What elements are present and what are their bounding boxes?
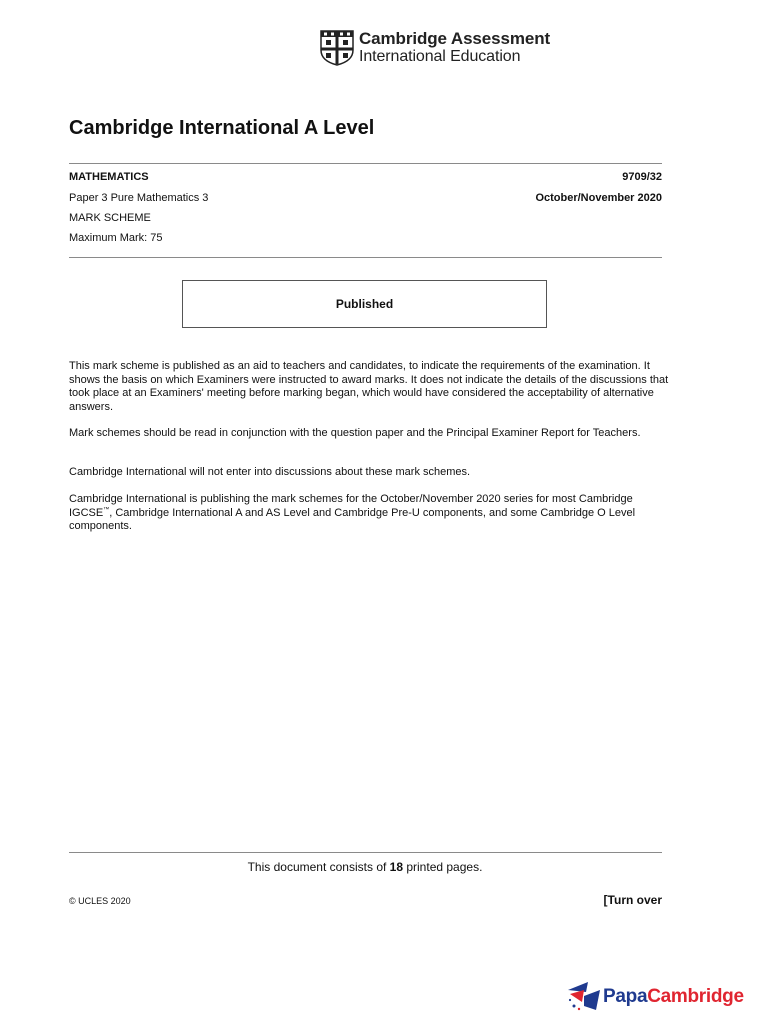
publishing-paragraph [69,493,669,534]
discussion-paragraph: Cambridge International will not enter into discussions about these mark schemes. [69,466,471,478]
subject-label: MATHEMATICS [69,171,149,183]
top-divider [69,163,662,164]
maximum-mark: Maximum Mark: 75 [69,232,163,244]
logo-line-1: Cambridge Assessment [359,29,551,48]
document-type: MARK SCHEME [69,212,151,224]
copyright-notice: © UCLES 2020 [69,896,131,906]
cambridge-assessment-logo [320,29,560,69]
trademark-symbol: ™ [103,506,110,513]
papacambridge-watermark [566,980,756,1016]
paper-name: Paper 3 Pure Mathematics 3 [69,192,209,204]
page-count-note [0,860,730,874]
pages-number: 18 [389,860,404,874]
qualification-title: Cambridge International A Level [69,117,375,139]
papacambridge-text [603,986,744,1008]
pages-suffix: printed pages. [403,860,483,874]
syllabus-code: 9709/32 [622,171,662,183]
meta-divider [69,257,662,258]
publishing-text-a: Cambridge International is publishing the mark schemes for the October/November 2020 series for most Cambridge IGCSE [69,493,633,519]
conjunction-paragraph: Mark schemes should be read in conjunction with the question paper and the Principal Examiner Report for Teachers. [69,427,641,439]
published-label: Published [335,297,394,311]
published-box [182,280,547,328]
exam-session: October/November 2020 [535,192,662,204]
papacambridge-logo-icon [566,980,602,1012]
footer-divider [69,852,662,853]
cambridge-text: Cambridge [647,986,744,1007]
logo-line-2: International Education [359,48,521,65]
publishing-text-b: , Cambridge International A and AS Level and Cambridge Pre-U components, and some Cambridge O Level components. [69,506,636,532]
intro-paragraph: This mark scheme is published as an aid to teachers and candidates, to indicate the requirements of the examination. It shows the basis on which Examiners were instructed to award marks. It does not indicate the details of the discussions that took place at an Examiners' meeting before marking began, which would have considered the acceptability of alternative answers. [69,360,669,413]
turn-over-label: [Turn over [603,893,662,907]
pages-prefix: This document consists of [247,860,390,874]
papa-text: Papa [603,986,648,1007]
cambridge-shield-icon [320,30,354,66]
